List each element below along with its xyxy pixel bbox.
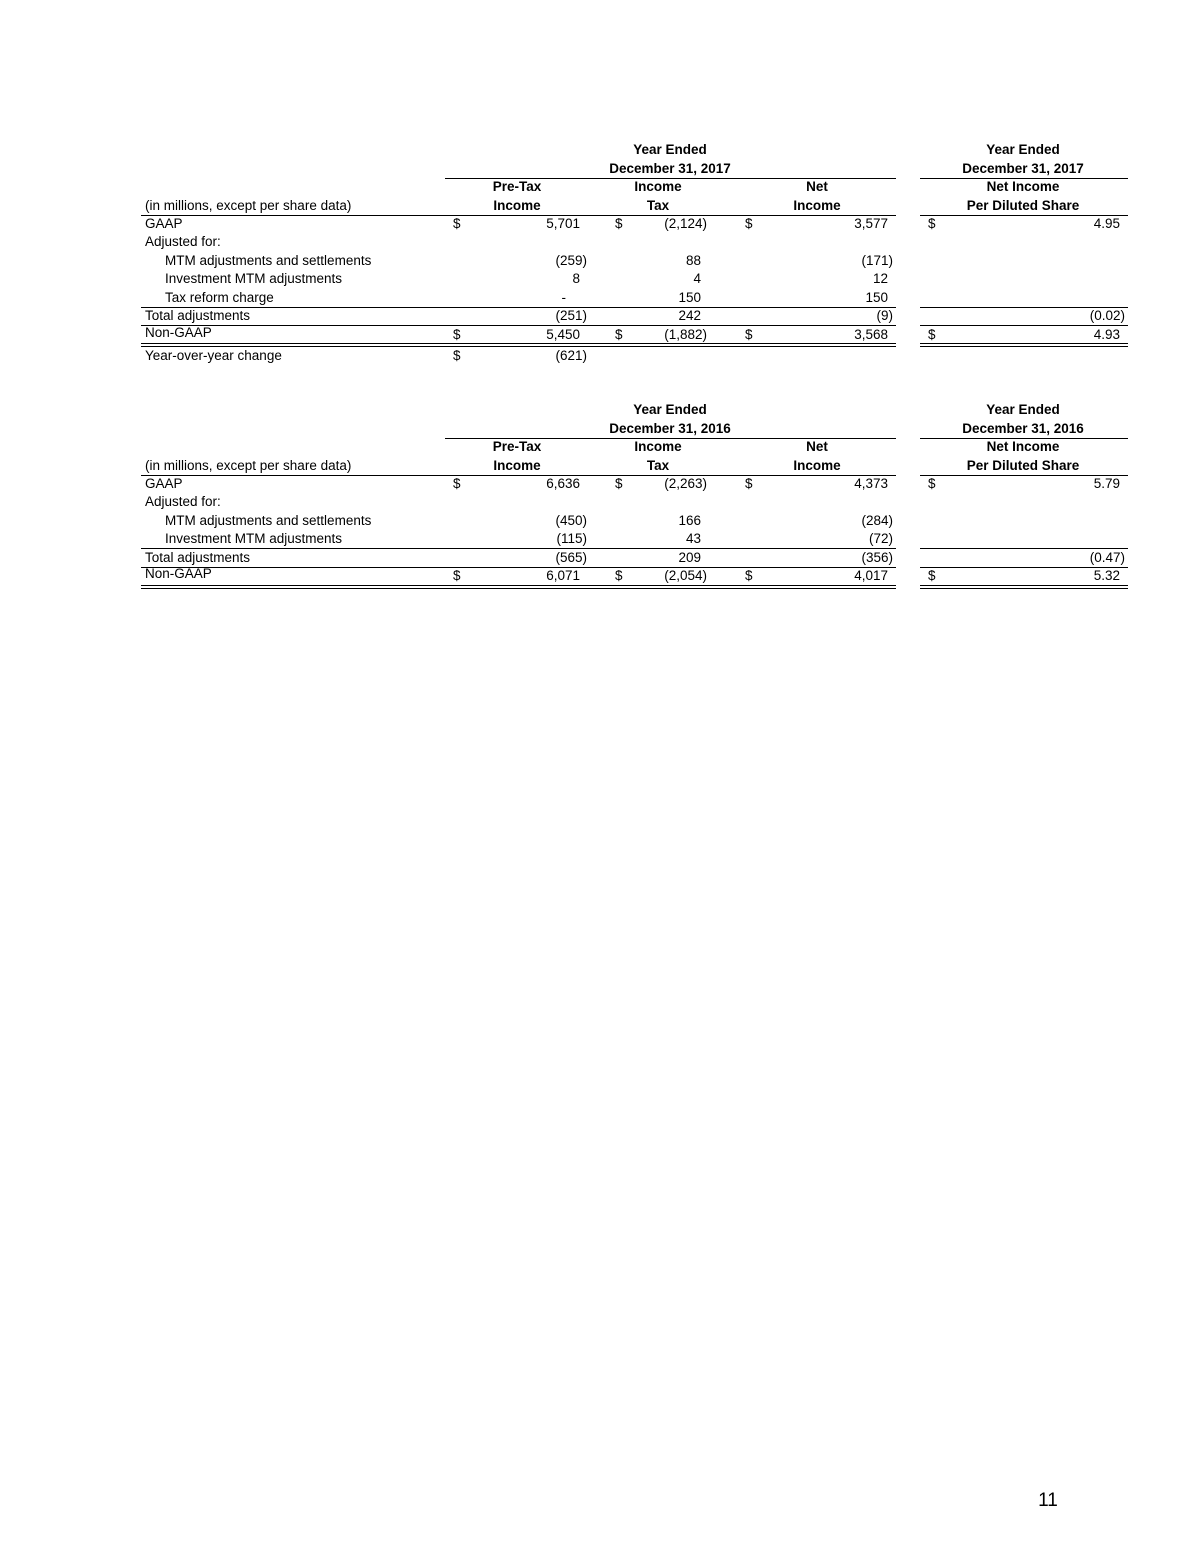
eps-double-underline [920,343,1128,347]
reconciliation-table-2017 [0,142,1200,382]
currency-symbol: $ [745,327,753,342]
col-header-tax-line2: Tax [646,458,670,473]
mtm-net-value: (171) [861,253,893,268]
row-label-adjusted-for: Adjusted for: [145,234,221,249]
col-header-eps-line2: Per Diluted Share [966,458,1080,473]
row-label-mtm: MTM adjustments and settlements [165,253,372,268]
total-adj-eps-value: (0.02) [1089,308,1125,323]
currency-symbol: $ [928,568,936,583]
currency-symbol: $ [453,327,461,342]
period-header-line2: December 31, 2017 [609,161,731,176]
eps-non-gaap-top-rule [920,325,1128,326]
row-label-total-adjustments: Total adjustments [145,550,251,565]
gaap-eps-value: 4.95 [1093,216,1120,231]
currency-symbol: $ [453,348,461,363]
currency-symbol: $ [928,476,936,491]
col-header-tax-line1: Income [634,179,682,194]
non-gaap-double-underline [141,343,896,347]
col-header-tax-line2: Tax [646,198,670,213]
col-header-pretax-line1: Pre-Tax [492,439,542,454]
total-adjustments-top-rule [141,307,896,308]
col-header-eps-line2: Per Diluted Share [966,198,1080,213]
non-gaap-eps-value: 4.93 [1093,327,1120,342]
inv-mtm-pretax-value: 8 [572,271,580,286]
inv-mtm-net-value: 12 [872,271,888,286]
gaap-pretax-value: 6,636 [546,476,580,491]
gaap-pretax-value: 5,701 [546,216,580,231]
col-header-eps-line1: Net Income [986,179,1060,194]
currency-symbol: $ [615,216,623,231]
row-label-investment-mtm: Investment MTM adjustments [165,271,343,286]
eps-period-header-line2: December 31, 2016 [962,421,1084,436]
period-header-line2: December 31, 2016 [609,421,731,436]
eps-total-adjustments-top-rule [920,548,1128,549]
currency-symbol: $ [615,568,623,583]
currency-symbol: $ [615,476,623,491]
mtm-net-value: (284) [861,513,893,528]
row-label-non-gaap: Non-GAAP [145,325,212,340]
total-adj-net-value: (356) [861,550,893,565]
currency-symbol: $ [453,216,461,231]
col-header-net-line1: Net [806,439,828,454]
row-label-adjusted-for: Adjusted for: [145,494,221,509]
non-gaap-eps-value: 5.32 [1093,568,1120,583]
mtm-pretax-value: (450) [555,513,587,528]
header-bottom-rule [141,215,896,216]
non-gaap-tax-value: (1,882) [664,327,707,342]
non-gaap-tax-value: (2,054) [664,568,707,583]
currency-symbol: $ [745,568,753,583]
row-label-investment-mtm: Investment MTM adjustments [165,531,343,546]
col-header-pretax-line2: Income [493,198,541,213]
total-adjustments-top-rule [141,548,896,549]
page-number: 11 [1038,1490,1058,1511]
tax-reform-tax-value: 150 [678,290,701,305]
tax-reform-pretax-value: - [561,290,566,305]
inv-mtm-tax-value: 43 [685,531,701,546]
total-adj-pretax-value: (251) [555,308,587,323]
total-adj-net-value: (9) [876,308,893,323]
tax-reform-net-value: 150 [865,290,888,305]
eps-period-header-line1: Year Ended [986,142,1060,157]
gaap-tax-value: (2,124) [664,216,707,231]
non-gaap-double-underline [141,585,896,589]
inv-mtm-net-value: (72) [868,531,893,546]
currency-symbol: $ [745,216,753,231]
total-adj-pretax-value: (565) [555,550,587,565]
currency-symbol: $ [615,327,623,342]
period-header-line1: Year Ended [633,402,707,417]
eps-double-underline [920,585,1128,589]
gaap-net-value: 3,577 [854,216,888,231]
gaap-net-value: 4,373 [854,476,888,491]
mtm-tax-value: 88 [685,253,701,268]
currency-symbol: $ [453,568,461,583]
units-label: (in millions, except per share data) [145,198,352,213]
col-header-net-line2: Income [793,458,841,473]
row-label-non-gaap: Non-GAAP [145,566,212,581]
eps-period-header-line2: December 31, 2017 [962,161,1084,176]
mtm-tax-value: 166 [678,513,701,528]
total-adj-tax-value: 242 [678,308,701,323]
total-adj-tax-value: 209 [678,550,701,565]
non-gaap-net-value: 4,017 [854,568,888,583]
non-gaap-pretax-value: 6,071 [546,568,580,583]
currency-symbol: $ [745,476,753,491]
row-label-tax-reform: Tax reform charge [165,290,274,305]
currency-symbol: $ [928,327,936,342]
currency-symbol: $ [928,216,936,231]
row-label-mtm: MTM adjustments and settlements [165,513,372,528]
row-label-yoy-change: Year-over-year change [145,348,282,363]
non-gaap-pretax-value: 5,450 [546,327,580,342]
gaap-eps-value: 5.79 [1093,476,1120,491]
col-header-eps-line1: Net Income [986,439,1060,454]
mtm-pretax-value: (259) [555,253,587,268]
period-header-line1: Year Ended [633,142,707,157]
inv-mtm-tax-value: 4 [693,271,701,286]
currency-symbol: $ [453,476,461,491]
col-header-pretax-line1: Pre-Tax [492,179,542,194]
non-gaap-top-rule [141,325,896,326]
total-adj-eps-value: (0.47) [1089,550,1125,565]
col-header-net-line2: Income [793,198,841,213]
non-gaap-net-value: 3,568 [854,327,888,342]
non-gaap-top-rule [141,567,896,568]
units-label: (in millions, except per share data) [145,458,352,473]
header-bottom-rule [141,475,896,476]
eps-period-header-line1: Year Ended [986,402,1060,417]
col-header-net-line1: Net [806,179,828,194]
reconciliation-table-2016 [0,402,1200,642]
inv-mtm-pretax-value: (115) [556,531,587,546]
gaap-tax-value: (2,263) [664,476,707,491]
row-label-total-adjustments: Total adjustments [145,308,251,323]
yoy-pretax-value: (621) [555,348,587,363]
col-header-tax-line1: Income [634,439,682,454]
row-label-gaap: GAAP [145,476,183,491]
row-label-gaap: GAAP [145,216,183,231]
col-header-pretax-line2: Income [493,458,541,473]
